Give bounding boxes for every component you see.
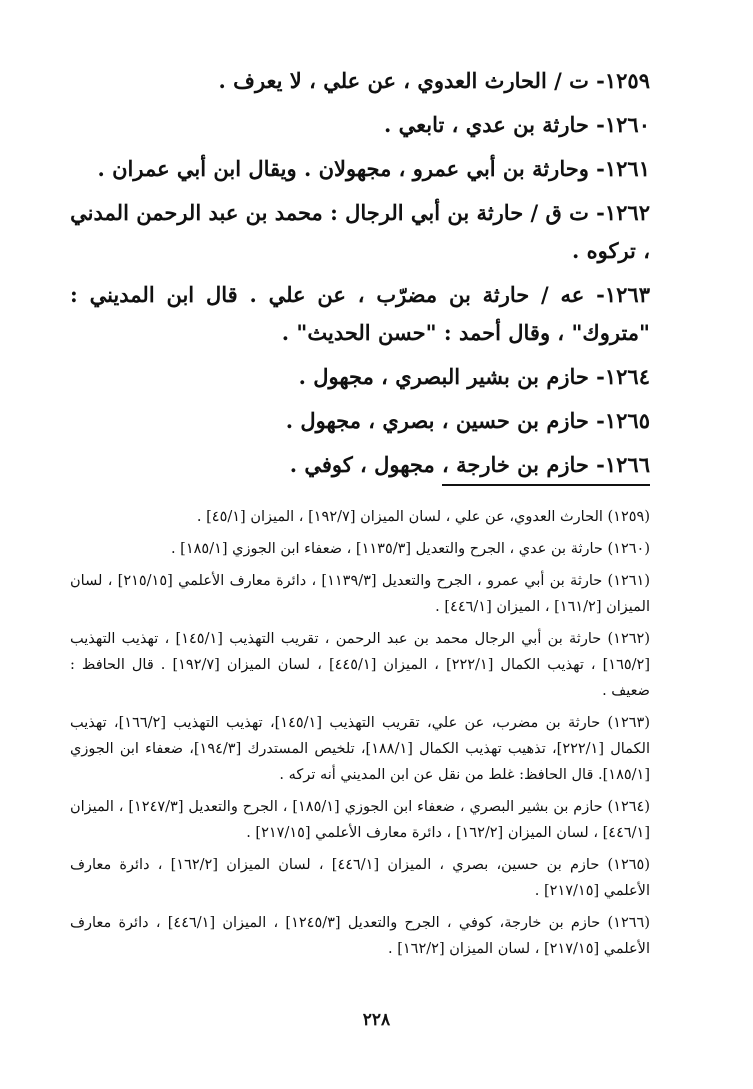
footnote-1265: (١٢٦٥) حازم بن حسين، بصري ، الميزان [٤٤٦/١] ، لسان الميزان [١٦٢/٢] ، دائرة معارف الأعلمي [٢١٧/١٥] . <box>70 857 650 899</box>
entry-1262: ١٢٦٢- ت ق / حارثة بن أبي الرجال : محمد بن عبد الرحمن المدني ، تركوه . <box>70 200 650 263</box>
page-number: ٢٢٨ <box>362 1010 391 1030</box>
footnote-1260: (١٢٦٠) حارثة بن عدي ، الجرح والتعديل [١١٣٥/٣] ، ضعفاء ابن الجوزي [١٨٥/١] . <box>170 541 650 557</box>
footnote-1261: (١٢٦١) حارثة بن أبي عمرو ، الجرح والتعديل [١١٣٩/٣] ، دائرة معارف الأعلمي [٢١٥/١٥] ، لسان الميزان [١٦١/٢] ، الميزان [٤٤٦/١] . <box>70 573 651 615</box>
footnote-1266: (١٢٦٦) حازم بن خارجة، كوفي ، الجرح والتعديل [١٢٤٥/٣] ، الميزان [٤٤٦/١] ، دائرة معارف الأعلمي [٢١٧/١٥] ، لسان الميزان [١٦٢/٢] . <box>70 915 650 957</box>
footnote-1259: (١٢٥٩) الحارث العدوي، عن علي ، لسان الميزان [١٩٢/٧] ، الميزان [٤٥/١] . <box>196 509 650 525</box>
footnote-1262: (١٢٦٢) حارثة بن أبي الرجال محمد بن عبد الرحمن ، تقريب التهذيب [١٤٥/١] ، تهذيب التهذيب [١٦٥/٢] ، تهذيب الكمال [٢٢٢/١] ، الميزان [٤٤٥/١] ، لسان الميزان [١٩٢/٧] . قال الحافظ : ضعيف . <box>70 631 650 699</box>
entry-1263: ١٢٦٣- عه / حارثة بن مضرّب ، عن علي . قال ابن المديني : "متروك" ، وقال أحمد : "حسن الحديث" . <box>70 282 650 345</box>
footnote-1263: (١٢٦٣) حارثة بن مضرب، عن علي، تقريب التهذيب [١٤٥/١]، تهذيب التهذيب [١٦٦/٢]، تهذيب الكمال [٢٢٢/١]، تذهيب تهذيب الكمال [١٨٨/١]، تلخيص المستدرك [١٩٤/٣]، ضعفاء ابن الجوزي [١٨٥/١]. قال الحافظ: غلط من نقل عن ابن المديني أنه تركه . <box>70 715 650 783</box>
footnote-1264: (١٢٦٤) حازم بن بشير البصري ، ضعفاء ابن الجوزي [١٨٥/١] ، الجرح والتعديل [١٢٤٧/٣] ، الميزان [٤٤٦/١] ، لسان الميزان [١٦٢/٢] ، دائرة معارف الأعلمي [٢١٧/١٥] . <box>70 799 651 841</box>
entry-1259: ١٢٥٩- ت / الحارث العدوي ، عن علي ، لا يعرف . <box>218 68 650 93</box>
entry-1265: ١٢٦٥- حازم بن حسين ، بصري ، مجهول . <box>285 408 650 433</box>
footnotes-list <box>70 504 650 968</box>
footnote-separator <box>442 484 650 486</box>
entry-1261: ١٢٦١- وحارثة بن أبي عمرو ، مجهولان . ويقال ابن أبي عمران . <box>97 156 650 181</box>
entry-1264: ١٢٦٤- حازم بن بشير البصري ، مجهول . <box>298 364 650 389</box>
entries-list <box>70 62 650 490</box>
entry-1260: ١٢٦٠- حارثة بن عدي ، تابعي . <box>384 112 650 137</box>
entry-1266: ١٢٦٦- حازم بن خارجة ، مجهول ، كوفي . <box>289 452 650 477</box>
